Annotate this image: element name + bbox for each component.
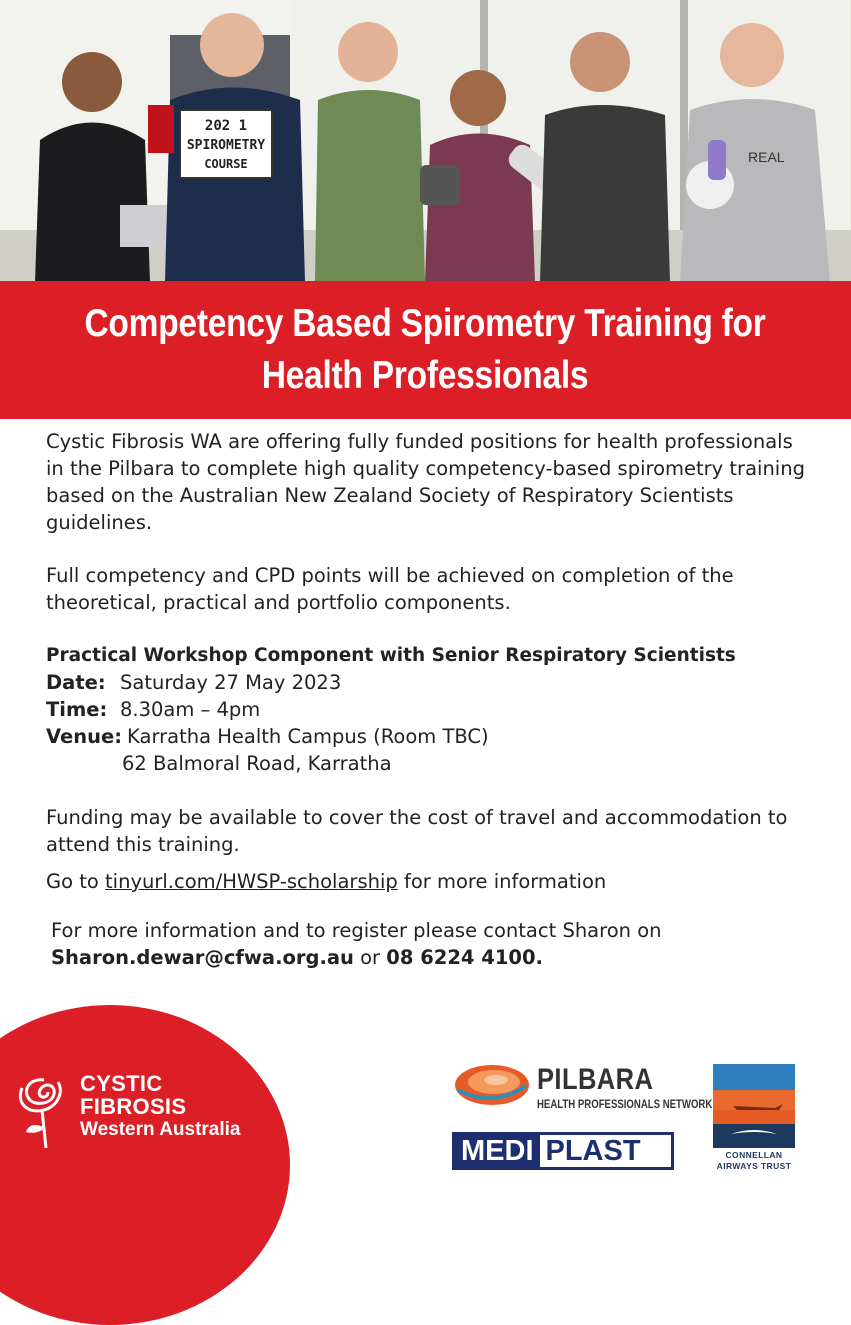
title-line-1: Competency Based Spirometry Training for [84,302,767,345]
intro-paragraph: Cystic Fibrosis WA are offering fully funded positions for health professionals in the Pilbara to complete high quality competency-based spirometry training based on the Australian New Zealand Society of Respiratory Scientists guidelines. [46,430,805,534]
pilbara-icon [452,1060,532,1110]
connellan-text [700,1150,808,1172]
date-row [46,669,816,696]
cf-line-2: FIBROSIS [80,1094,187,1119]
goto-suffix: for more information [403,870,607,893]
cf-red-circle [0,1005,290,1325]
venue-line-2: 62 Balmoral Road, Karratha [122,752,392,775]
time-row [46,696,816,723]
sign-line-1: 202 1 [204,118,248,134]
workshop-details [46,642,816,777]
funding-paragraph: Funding may be available to cover the cost of travel and accommodation to attend this training. [46,806,788,856]
connellan-line-2: AIRWAYS TRUST [716,1161,792,1171]
body-content [46,428,816,971]
sign-line-2: SPIROMETRY [186,138,266,153]
mediplast-logo [452,1132,674,1170]
cf-line-1: CYSTIC [80,1071,163,1096]
page-title [85,298,766,402]
goto-prefix: Go to [46,870,99,893]
mediplast-part-2: PLAST [540,1135,647,1167]
contact-email[interactable]: Sharon.dewar@cfwa.org.au [51,946,354,969]
shirt-text: REAL [748,149,785,165]
venue-row [46,723,816,750]
date-value: Saturday 27 May 2023 [120,671,342,694]
cf-line-3: Western Australia [80,1119,241,1140]
cpd-paragraph: Full competency and CPD points will be achieved on completion of the theoretical, practical and portfolio components. [46,564,734,614]
venue-line-1: Karratha Health Campus (Room TBC) [127,725,489,748]
venue-label: Venue: [46,725,123,748]
contact-phone[interactable]: 08 6224 4100. [386,946,543,969]
scholarship-link[interactable]: tinyurl.com/HWSP-scholarship [105,870,398,893]
pilbara-name: PILBARA [537,1063,654,1096]
title-line-2: Health Professionals [262,354,589,397]
contact-line-1: For more information and to register please contact Sharon on [51,919,662,942]
time-label: Time: [46,698,108,721]
cf-logo-text [80,1072,241,1141]
date-label: Date: [46,671,106,694]
mediplast-part-1: MEDI [455,1135,540,1167]
contact-or: or [360,946,381,969]
connellan-line-1: CONNELLAN [725,1150,783,1160]
sign-line-3: COURSE [204,157,248,171]
header-photo [0,0,851,282]
connellan-plane-icon [713,1064,795,1148]
time-value: 8.30am – 4pm [120,698,261,721]
title-banner [0,281,851,419]
workshop-heading: Practical Workshop Component with Senior Respiratory Scientists [46,645,736,666]
contact-paragraph [46,917,816,971]
goto-line [46,868,816,895]
cf-rose-icon [14,1070,76,1150]
pilbara-subtitle: HEALTH PROFESSIONALS NETWORK [537,1097,713,1111]
